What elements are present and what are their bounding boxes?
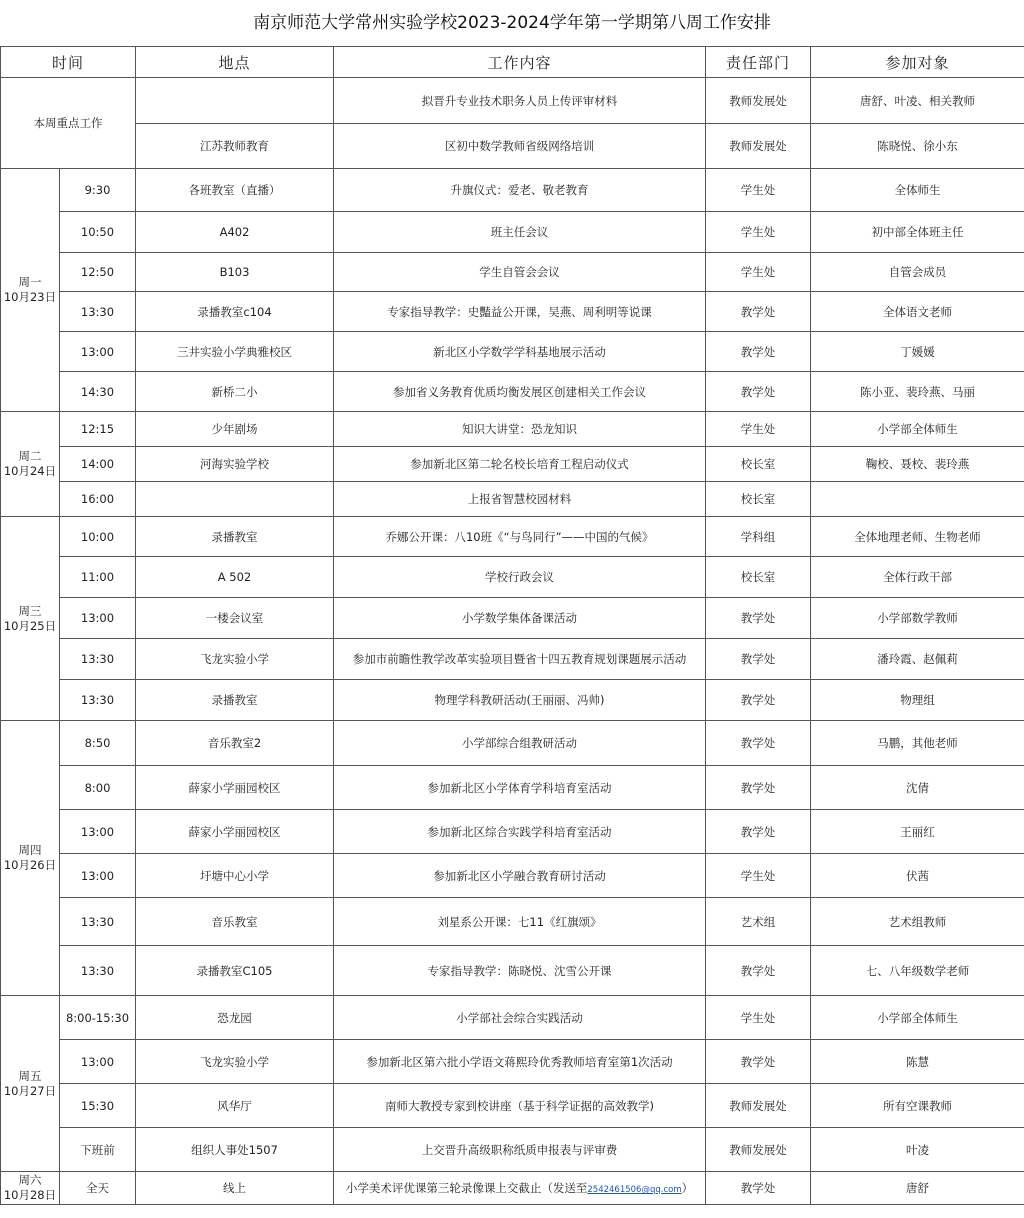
time-cell: 13:00 [60, 854, 136, 898]
attendees-cell: 物理组 [811, 680, 1024, 721]
attendees-cell: 陈小亚、裴玲燕、马丽 [811, 372, 1024, 412]
schedule-row [1, 169, 1024, 212]
header-attendees: 参加对象 [811, 47, 1024, 78]
schedule-body [1, 78, 1024, 1205]
dept-cell: 校长室 [706, 482, 811, 517]
header-row [1, 47, 1024, 78]
content-cell: 小学部综合组教研活动 [334, 721, 706, 766]
attendees-cell: 唐舒、叶凌、相关教师 [811, 78, 1024, 124]
dept-cell: 教学处 [706, 766, 811, 810]
day-cell [1, 412, 60, 517]
schedule-row [1, 946, 1024, 996]
content-cell: 区初中数学教师省级网络培训 [334, 124, 706, 169]
schedule-row [1, 517, 1024, 557]
attendees-cell: 叶凌 [811, 1128, 1024, 1172]
time-cell: 11:00 [60, 557, 136, 598]
schedule-row [1, 372, 1024, 412]
schedule-row [1, 598, 1024, 639]
time-cell: 下班前 [60, 1128, 136, 1172]
dept-cell: 教师发展处 [706, 78, 811, 124]
place-cell: 风华厅 [136, 1084, 334, 1128]
place-cell: 录播教室 [136, 517, 334, 557]
time-cell: 13:00 [60, 332, 136, 372]
schedule-row [1, 412, 1024, 447]
place-cell: B103 [136, 253, 334, 292]
place-cell: 薛家小学丽园校区 [136, 810, 334, 854]
time-cell: 12:15 [60, 412, 136, 447]
dept-cell: 教学处 [706, 680, 811, 721]
dept-cell: 学生处 [706, 169, 811, 212]
place-cell: 少年剧场 [136, 412, 334, 447]
key-work-row [1, 124, 1024, 169]
place-cell: 各班教室（直播） [136, 169, 334, 212]
content-cell: 参加省义务教育优质均衡发展区创建相关工作会议 [334, 372, 706, 412]
time-cell: 13:30 [60, 292, 136, 332]
header-place: 地点 [136, 47, 334, 78]
attendees-cell: 艺术组教师 [811, 898, 1024, 946]
dept-cell: 教师发展处 [706, 124, 811, 169]
time-cell: 全天 [60, 1172, 136, 1205]
key-work-label: 本周重点工作 [1, 78, 136, 169]
page-title: 南京师范大学常州实验学校2023-2024学年第一学期第八周工作安排 [253, 13, 771, 33]
weekday-label: 周五 [18, 1068, 42, 1083]
content-cell: 专家指导教学：史豔益公开课，吴燕、周利明等说课 [334, 292, 706, 332]
day-cell [1, 996, 60, 1172]
place-cell: 圩塘中心小学 [136, 854, 334, 898]
content-text-end: ） [681, 1181, 694, 1195]
content-cell: 参加市前瞻性教学改革实验项目暨省十四五教育规划课题展示活动 [334, 639, 706, 680]
time-cell: 13:00 [60, 598, 136, 639]
place-cell: 薛家小学丽园校区 [136, 766, 334, 810]
weekday-label: 周二 [18, 449, 42, 463]
dept-cell: 教师发展处 [706, 1128, 811, 1172]
schedule-row [1, 810, 1024, 854]
header-dept: 责任部门 [706, 47, 811, 78]
schedule-row [1, 292, 1024, 332]
place-cell: 飞龙实验小学 [136, 639, 334, 680]
place-cell: 飞龙实验小学 [136, 1040, 334, 1084]
weekday-label: 周六 [18, 1173, 42, 1187]
schedule-row [1, 482, 1024, 517]
time-cell: 13:30 [60, 898, 136, 946]
dept-cell: 学科组 [706, 517, 811, 557]
schedule-row [1, 1128, 1024, 1172]
place-cell: 恐龙园 [136, 996, 334, 1040]
content-cell [334, 1172, 706, 1205]
content-cell: 刘星系公开课：七11《红旗颂》 [334, 898, 706, 946]
attendees-cell: 全体语文老师 [811, 292, 1024, 332]
date-label: 10月27日 [3, 1083, 57, 1098]
attendees-cell: 陈慧 [811, 1040, 1024, 1084]
time-cell: 10:50 [60, 212, 136, 253]
dept-cell: 学生处 [706, 412, 811, 447]
attendees-cell: 小学部全体师生 [811, 996, 1024, 1040]
attendees-cell: 自管会成员 [811, 253, 1024, 292]
schedule-row [1, 1084, 1024, 1128]
place-cell: 录播教室C105 [136, 946, 334, 996]
time-cell: 13:30 [60, 639, 136, 680]
date-label: 10月26日 [3, 858, 57, 872]
schedule-row [1, 639, 1024, 680]
place-cell: A 502 [136, 557, 334, 598]
time-cell: 8:50 [60, 721, 136, 766]
date-label: 10月23日 [3, 290, 57, 304]
attendees-cell: 七、八年级数学老师 [811, 946, 1024, 996]
content-cell: 南师大教授专家到校讲座（基于科学证据的高效教学) [334, 1084, 706, 1128]
schedule-row [1, 996, 1024, 1040]
place-cell [136, 78, 334, 124]
content-cell: 拟晋升专业技术职务人员上传评审材料 [334, 78, 706, 124]
content-cell: 班主任会议 [334, 212, 706, 253]
place-cell: 新桥二小 [136, 372, 334, 412]
dept-cell: 教学处 [706, 639, 811, 680]
attendees-cell: 马鹏，其他老师 [811, 721, 1024, 766]
place-cell: 录播教室 [136, 680, 334, 721]
attendees-cell: 全体行政干部 [811, 557, 1024, 598]
content-cell: 物理学科教研活动(王丽丽、冯帅) [334, 680, 706, 721]
place-cell: 音乐教室 [136, 898, 334, 946]
attendees-cell: 鞠校、聂校、裴玲燕 [811, 447, 1024, 482]
content-cell: 知识大讲堂：恐龙知识 [334, 412, 706, 447]
time-cell: 10:00 [60, 517, 136, 557]
dept-cell: 学生处 [706, 996, 811, 1040]
time-cell: 15:30 [60, 1084, 136, 1128]
email-link[interactable]: 2542461506@qq.com [587, 1185, 682, 1195]
schedule-row [1, 557, 1024, 598]
content-cell: 升旗仪式：爱老、敬老教育 [334, 169, 706, 212]
attendees-cell: 唐舒 [811, 1172, 1024, 1205]
place-cell: 三井实验小学典雅校区 [136, 332, 334, 372]
time-cell: 13:30 [60, 946, 136, 996]
dept-cell: 学生处 [706, 253, 811, 292]
schedule-row [1, 212, 1024, 253]
time-cell: 12:50 [60, 253, 136, 292]
attendees-cell: 陈晓悦、徐小东 [811, 124, 1024, 169]
day-cell [1, 1172, 60, 1205]
dept-cell: 校长室 [706, 557, 811, 598]
content-text: 小学美术评优课第三轮录像课上交截止（发送至 [345, 1181, 588, 1195]
content-cell: 参加新北区第二轮名校长培育工程启动仪式 [334, 447, 706, 482]
content-cell: 上报省智慧校园材料 [334, 482, 706, 517]
attendees-cell: 小学部全体师生 [811, 412, 1024, 447]
place-cell: 组织人事处1507 [136, 1128, 334, 1172]
content-cell: 参加新北区小学体育学科培育室活动 [334, 766, 706, 810]
place-cell: 江苏教师教育 [136, 124, 334, 169]
time-cell: 8:00 [60, 766, 136, 810]
attendees-cell: 全体地理老师、生物老师 [811, 517, 1024, 557]
schedule-row [1, 680, 1024, 721]
place-cell [136, 482, 334, 517]
dept-cell: 教学处 [706, 332, 811, 372]
date-label: 10月28日 [3, 1188, 57, 1202]
dept-cell: 教学处 [706, 372, 811, 412]
dept-cell: 教学处 [706, 1040, 811, 1084]
attendees-cell: 初中部全体班主任 [811, 212, 1024, 253]
content-cell: 专家指导教学：陈晓悦、沈雪公开课 [334, 946, 706, 996]
date-label: 10月25日 [3, 618, 57, 633]
attendees-cell: 小学部数学教师 [811, 598, 1024, 639]
schedule-row [1, 898, 1024, 946]
time-cell: 13:00 [60, 810, 136, 854]
schedule-row [1, 1040, 1024, 1084]
schedule-row [1, 253, 1024, 292]
schedule-row [1, 447, 1024, 482]
dept-cell: 学生处 [706, 212, 811, 253]
time-cell: 14:30 [60, 372, 136, 412]
header-content: 工作内容 [334, 47, 706, 78]
time-cell: 16:00 [60, 482, 136, 517]
attendees-cell: 丁媛媛 [811, 332, 1024, 372]
time-cell: 13:30 [60, 680, 136, 721]
content-cell: 新北区小学数学学科基地展示活动 [334, 332, 706, 372]
time-cell: 14:00 [60, 447, 136, 482]
content-cell: 参加新北区小学融合教育研讨活动 [334, 854, 706, 898]
schedule-row [1, 332, 1024, 372]
dept-cell: 教师发展处 [706, 1084, 811, 1128]
content-cell: 学生自管会会议 [334, 253, 706, 292]
date-label: 10月24日 [3, 464, 57, 478]
dept-cell: 艺术组 [706, 898, 811, 946]
dept-cell: 学生处 [706, 854, 811, 898]
dept-cell: 教学处 [706, 946, 811, 996]
time-cell: 13:00 [60, 1040, 136, 1084]
day-cell [1, 517, 60, 721]
key-work-row [1, 78, 1024, 124]
place-cell: 音乐教室2 [136, 721, 334, 766]
attendees-cell: 沈倩 [811, 766, 1024, 810]
dept-cell: 教学处 [706, 292, 811, 332]
content-cell: 参加新北区综合实践学科培育室活动 [334, 810, 706, 854]
header-time: 时间 [1, 47, 136, 78]
place-cell: 线上 [136, 1172, 334, 1205]
schedule-row [1, 1172, 1024, 1205]
dept-cell: 教学处 [706, 810, 811, 854]
attendees-cell: 王丽红 [811, 810, 1024, 854]
attendees-cell: 全体师生 [811, 169, 1024, 212]
attendees-cell: 潘玲霞、赵佩莉 [811, 639, 1024, 680]
schedule-row [1, 854, 1024, 898]
dept-cell: 教学处 [706, 598, 811, 639]
attendees-cell: 所有空课教师 [811, 1084, 1024, 1128]
weekday-label: 周三 [18, 603, 42, 618]
day-cell [1, 721, 60, 996]
dept-cell: 校长室 [706, 447, 811, 482]
place-cell: 一楼会议室 [136, 598, 334, 639]
attendees-cell [811, 482, 1024, 517]
content-cell: 小学数学集体备课活动 [334, 598, 706, 639]
weekday-label: 周一 [18, 275, 42, 289]
time-cell: 8:00-15:30 [60, 996, 136, 1040]
schedule-row [1, 766, 1024, 810]
content-cell: 小学部社会综合实践活动 [334, 996, 706, 1040]
place-cell: A402 [136, 212, 334, 253]
content-cell: 参加新北区第六批小学语文蒋熙玲优秀教师培育室第1次活动 [334, 1040, 706, 1084]
schedule-table [0, 46, 1024, 1205]
place-cell: 河海实验学校 [136, 447, 334, 482]
dept-cell: 教学处 [706, 1172, 811, 1205]
content-cell: 学校行政会议 [334, 557, 706, 598]
time-cell: 9:30 [60, 169, 136, 212]
place-cell: 录播教室c104 [136, 292, 334, 332]
content-cell: 乔娜公开课：八10班《“与鸟同行”——中国的气候》 [334, 517, 706, 557]
schedule-row [1, 721, 1024, 766]
dept-cell: 教学处 [706, 721, 811, 766]
content-cell: 上交晋升高级职称纸质申报表与评审费 [334, 1128, 706, 1172]
attendees-cell: 伏茜 [811, 854, 1024, 898]
weekday-label: 周四 [18, 843, 42, 857]
day-cell [1, 169, 60, 412]
